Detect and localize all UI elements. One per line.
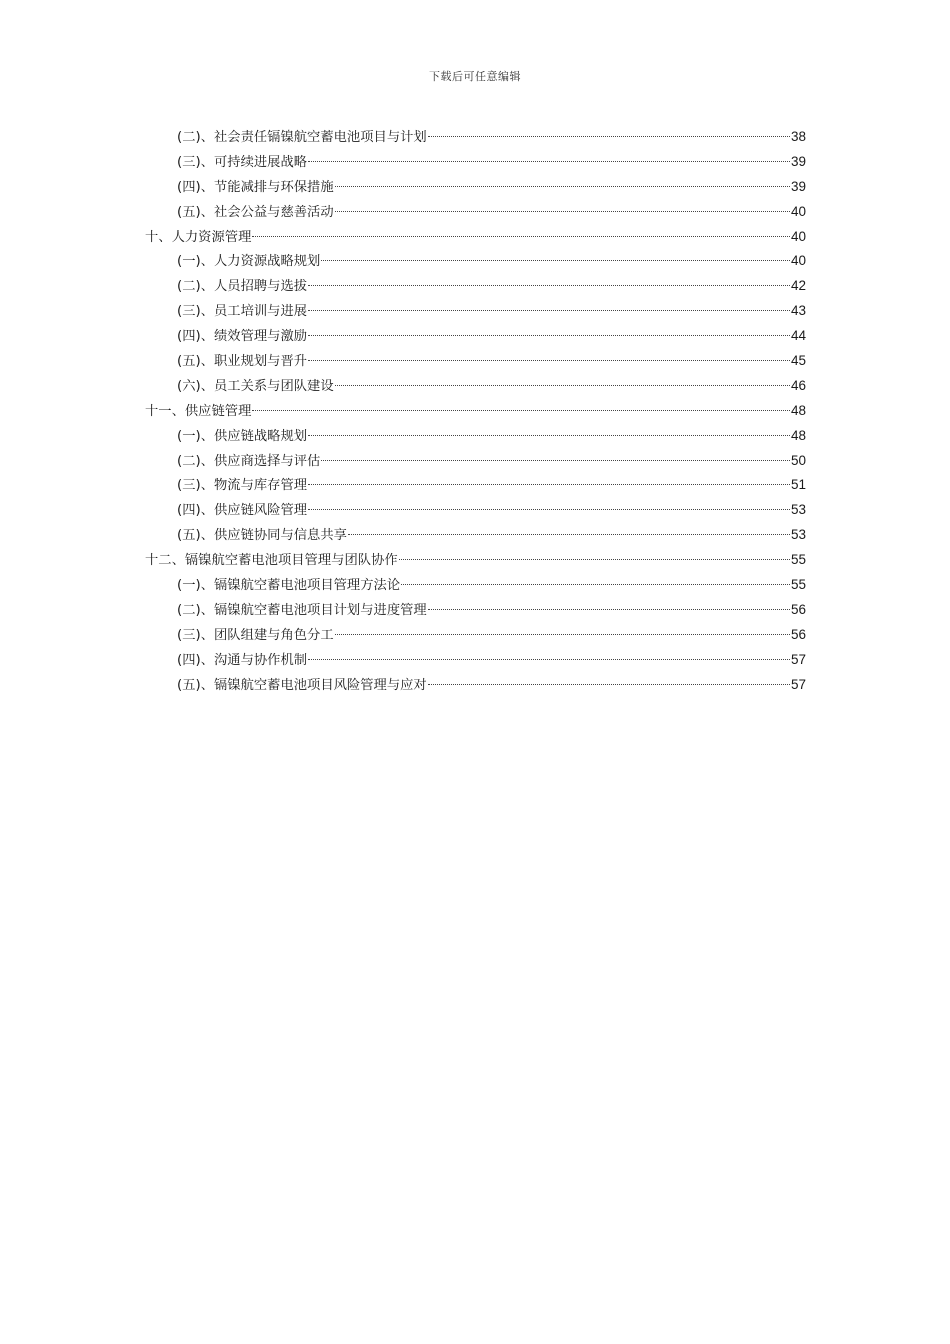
- toc-entry-page-number: 39: [790, 153, 806, 169]
- toc-dot-leader: [428, 684, 790, 685]
- toc-entry[interactable]: [145, 424, 806, 449]
- toc-entry[interactable]: [145, 125, 806, 150]
- toc-entry[interactable]: [145, 548, 806, 573]
- toc-entry-title: (一)、人力资源战略规划: [177, 254, 321, 270]
- toc-dot-leader: [308, 285, 790, 286]
- toc-dot-leader: [335, 211, 790, 212]
- toc-dot-leader: [399, 559, 790, 560]
- toc-entry[interactable]: [145, 374, 806, 399]
- toc-entry-page-number: 45: [790, 353, 806, 369]
- toc-dot-leader: [308, 435, 790, 436]
- toc-entry-title: (一)、供应链战略规划: [177, 428, 308, 444]
- toc-entry-title: (四)、供应链风险管理: [177, 503, 308, 519]
- toc-entry-title: (四)、沟通与协作机制: [177, 652, 308, 668]
- toc-entry-page-number: 55: [790, 552, 806, 568]
- toc-entry-title: 十一、供应链管理: [145, 403, 252, 419]
- toc-entry[interactable]: [145, 299, 806, 324]
- toc-dot-leader: [428, 609, 790, 610]
- toc-dot-leader: [308, 659, 790, 660]
- toc-entry[interactable]: [145, 274, 806, 299]
- toc-entry-page-number: 42: [790, 278, 806, 294]
- toc-entry-title: (四)、绩效管理与激励: [177, 329, 308, 345]
- toc-entry-page-number: 39: [790, 178, 806, 194]
- toc-entry[interactable]: [145, 449, 806, 474]
- toc-entry-title: 十、人力资源管理: [145, 229, 252, 245]
- toc-entry-title: (二)、人员招聘与选拔: [177, 279, 308, 295]
- toc-dot-leader: [348, 534, 790, 535]
- toc-entry[interactable]: [145, 324, 806, 349]
- toc-dot-leader: [252, 236, 790, 237]
- toc-entry-page-number: 40: [790, 228, 806, 244]
- toc-dot-leader: [308, 360, 790, 361]
- toc-dot-leader: [335, 385, 790, 386]
- toc-entry[interactable]: [145, 349, 806, 374]
- toc-entry-title: (一)、镉镍航空蓄电池项目管理方法论: [177, 578, 401, 594]
- toc-entry-page-number: 38: [790, 129, 806, 144]
- toc-dot-leader: [308, 161, 790, 162]
- toc-entry-page-number: 43: [790, 303, 806, 319]
- toc-dot-leader: [321, 260, 790, 261]
- toc-entry[interactable]: [145, 673, 806, 698]
- toc-entry-page-number: 46: [790, 377, 806, 393]
- toc-entry-page-number: 40: [790, 253, 806, 269]
- toc-entry[interactable]: [145, 523, 806, 548]
- toc-entry-page-number: 40: [790, 203, 806, 219]
- toc-dot-leader: [252, 410, 790, 411]
- toc-dot-leader: [335, 186, 790, 187]
- toc-dot-leader: [308, 509, 790, 510]
- toc-entry-page-number: 57: [790, 651, 806, 667]
- toc-entry-title: (五)、供应链协同与信息共享: [177, 528, 347, 544]
- toc-entry-page-number: 55: [790, 577, 806, 593]
- toc-entry-page-number: 44: [790, 328, 806, 344]
- toc-entry-title: (五)、职业规划与晋升: [177, 354, 308, 370]
- toc-entry[interactable]: [145, 399, 806, 424]
- toc-entry-title: (六)、员工关系与团队建设: [177, 378, 334, 394]
- toc-entry-page-number: 56: [790, 626, 806, 642]
- toc-entry[interactable]: [145, 225, 806, 250]
- toc-dot-leader: [428, 136, 790, 137]
- toc-dot-leader: [335, 634, 790, 635]
- toc-entry-page-number: 50: [790, 452, 806, 468]
- toc-dot-leader: [308, 484, 790, 485]
- toc-entry[interactable]: [145, 598, 806, 623]
- toc-entry[interactable]: [145, 175, 806, 200]
- toc-entry[interactable]: [145, 473, 806, 498]
- toc-dot-leader: [321, 460, 790, 461]
- toc-entry[interactable]: [145, 150, 806, 175]
- toc-entry-title: (四)、节能减排与环保措施: [177, 179, 334, 195]
- toc-entry-page-number: 53: [790, 527, 806, 543]
- toc-entry-page-number: 53: [790, 502, 806, 518]
- toc-dot-leader: [401, 584, 790, 585]
- toc-dot-leader: [308, 335, 790, 336]
- toc-entry[interactable]: [145, 200, 806, 225]
- toc-entry-title: (三)、可持续进展战略: [177, 154, 308, 170]
- toc-entry-title: (二)、镉镍航空蓄电池项目计划与进度管理: [177, 602, 427, 618]
- toc-entry-title: 十二、镉镍航空蓄电池项目管理与团队协作: [145, 553, 398, 569]
- toc-entry[interactable]: [145, 498, 806, 523]
- toc-entry[interactable]: [145, 623, 806, 648]
- toc-entry-title: (五)、社会公益与慈善活动: [177, 204, 334, 220]
- toc-entry-page-number: 51: [790, 477, 806, 493]
- toc-entry-page-number: 48: [790, 427, 806, 443]
- toc-entry-page-number: 48: [790, 402, 806, 418]
- toc-entry-page-number: 56: [790, 601, 806, 617]
- toc-entry[interactable]: [145, 249, 806, 274]
- toc-entry[interactable]: [145, 648, 806, 673]
- table-of-contents: [145, 125, 806, 697]
- toc-entry-title: (三)、团队组建与角色分工: [177, 627, 334, 643]
- toc-entry-title: (二)、供应商选择与评估: [177, 453, 321, 469]
- toc-entry[interactable]: [145, 573, 806, 598]
- toc-entry-page-number: 57: [790, 676, 806, 692]
- toc-dot-leader: [308, 310, 790, 311]
- page-header: 下载后可任意编辑: [429, 70, 521, 83]
- toc-entry-title: (三)、物流与库存管理: [177, 478, 308, 494]
- toc-entry-title: (二)、社会责任镉镍航空蓄电池项目与计划: [177, 130, 427, 145]
- toc-entry-title: (五)、镉镍航空蓄电池项目风险管理与应对: [177, 677, 427, 693]
- toc-entry-title: (三)、员工培训与进展: [177, 304, 308, 320]
